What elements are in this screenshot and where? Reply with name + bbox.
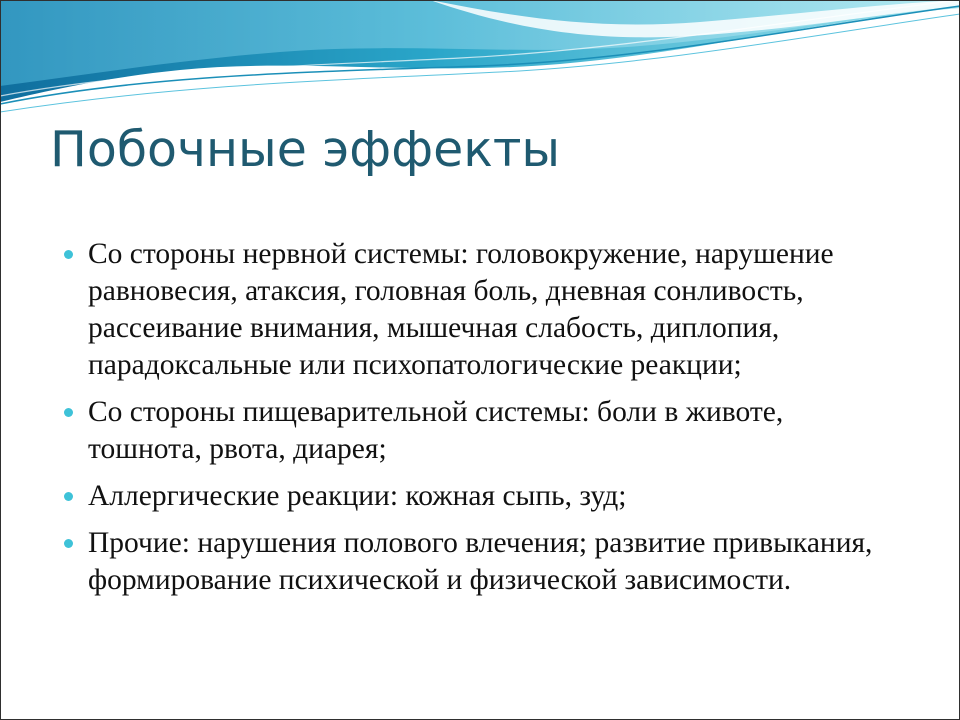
bullet-text: Прочие: нарушения полового влечения; развитие привыкания, формирование психической и физической зависимости.: [88, 527, 873, 596]
bullet-text: Со стороны пищеварительной системы: боли в животе, тошнота, рвота, диарея;: [88, 396, 784, 465]
bullet-dot-icon: [64, 539, 73, 548]
bullet-item: [60, 478, 900, 515]
slide-title: Побочные эффекты: [50, 121, 561, 178]
bullet-list: [60, 236, 900, 609]
bullet-dot-icon: [64, 492, 73, 501]
bullet-dot-icon: [64, 250, 73, 259]
bullet-text: Со стороны нервной системы: головокружение, нарушение равновесия, атаксия, головная боль, дневная сонливость, рассеивание внимания, мышечная слабость, диплопия, парадоксальные или психопатологические реакции;: [88, 238, 834, 381]
bullet-item: [60, 525, 900, 599]
bullet-text: Аллергические реакции: кожная сыпь, зуд;: [88, 480, 627, 512]
bullet-item: [60, 394, 900, 468]
bullet-item: [60, 236, 900, 384]
bullet-dot-icon: [64, 408, 73, 417]
wave-header-decoration: [0, 0, 960, 130]
